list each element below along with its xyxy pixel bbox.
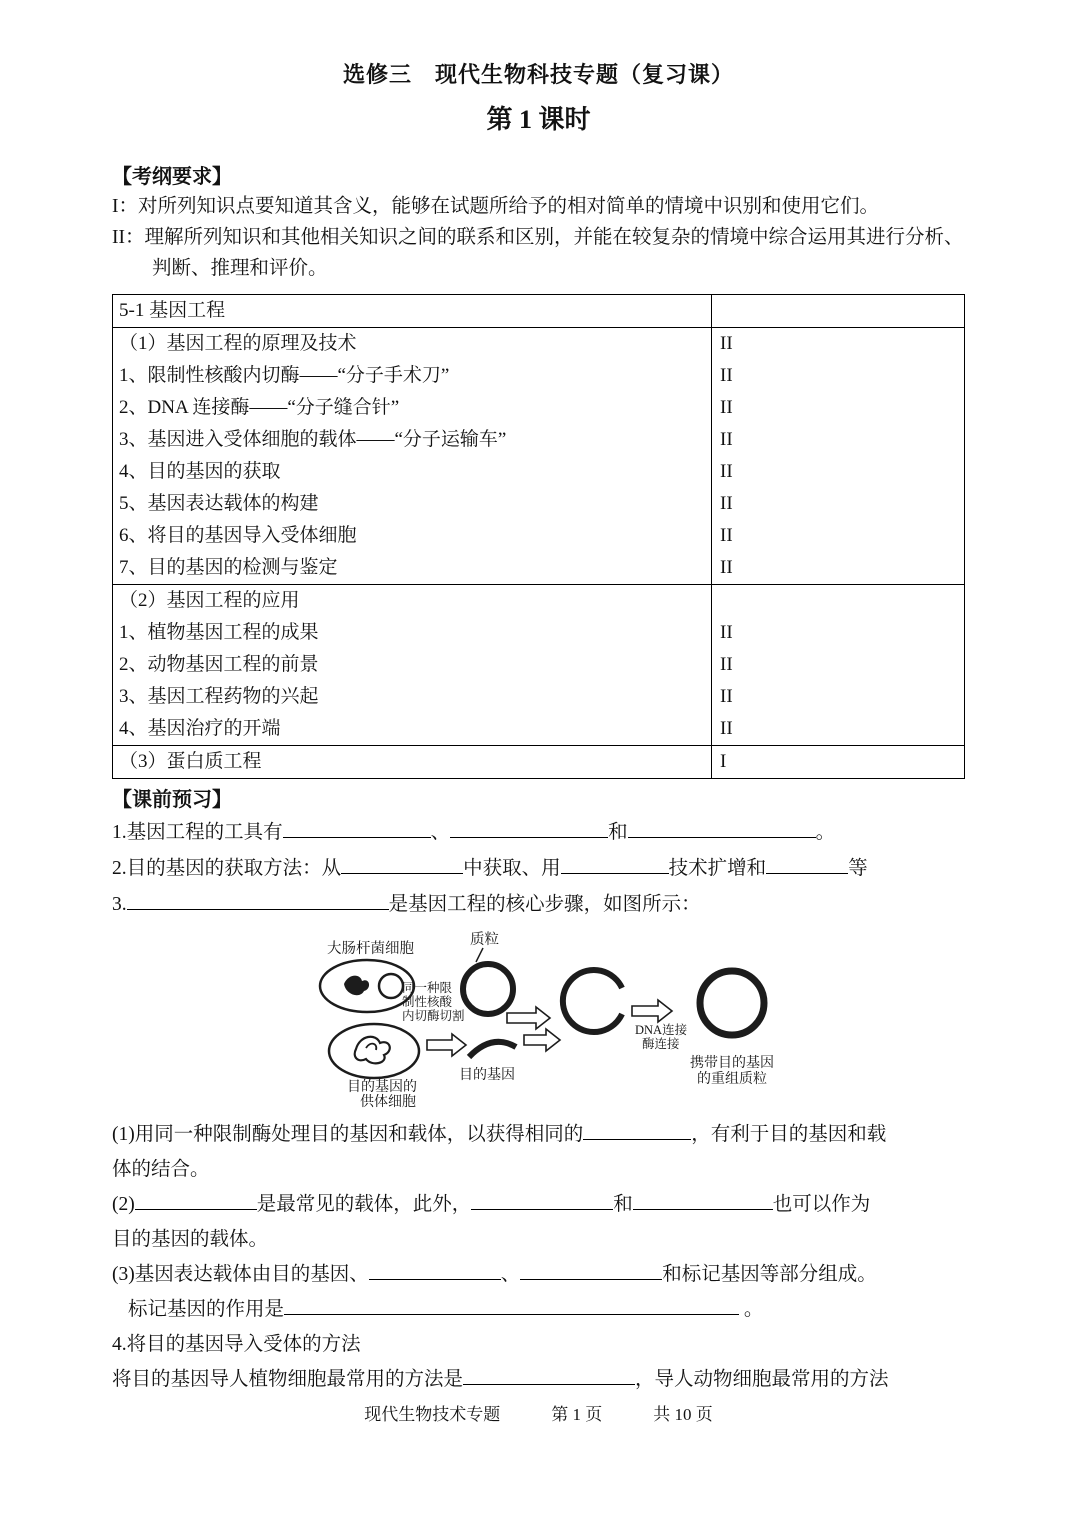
- preview-questions-top: [112, 815, 965, 923]
- preview-heading: 【课前预习】: [112, 789, 232, 811]
- text-run: 标记基因的作用是: [128, 1299, 285, 1320]
- fill-in-blank: [369, 1262, 501, 1280]
- text-run: 技术扩增和: [668, 858, 767, 879]
- enzyme-label-line1: 同一种限: [402, 981, 453, 995]
- row-label: （3）蛋白质工程: [119, 751, 262, 772]
- fill-in-line: [112, 1257, 965, 1292]
- arrow-ligase-icon: [632, 1000, 672, 1022]
- syllabus-item: I：对所列知识点要知道其含义，能够在试题所给予的相对简单的情境中识别和使用它们。: [112, 196, 879, 217]
- fill-in-line: [112, 1117, 965, 1152]
- fill-in-blank: [341, 856, 463, 874]
- text-run: 和: [608, 822, 628, 843]
- text-run: 将目的基因导人植物细胞最常用的方法是: [112, 1369, 464, 1390]
- exam-requirements-table: [112, 294, 965, 779]
- fill-in-blank: [127, 892, 389, 910]
- row-label: 1、限制性核酸内切酶——“分子手术刀”: [119, 365, 450, 386]
- fill-in-blank: [766, 856, 848, 874]
- donor-chromosome-shape: [355, 1037, 390, 1064]
- page-subtitle: 第 1 课时: [486, 105, 591, 134]
- table-row: [113, 295, 964, 327]
- text-run: 和: [613, 1194, 633, 1215]
- row-level: II: [711, 713, 964, 745]
- recombinant-label-line1: 携带目的基因: [690, 1056, 774, 1071]
- text-run: ，导人动物细胞最常用的方法: [635, 1369, 889, 1390]
- ligase-label-line2: 酶连接: [642, 1037, 680, 1051]
- donor-cell-shape: [329, 1024, 419, 1078]
- fill-in-line: [112, 851, 965, 887]
- text-run: 2.目的基因的获取方法：从: [112, 858, 342, 879]
- syllabus-items: [112, 191, 965, 284]
- syllabus-heading: 【考纲要求】: [112, 166, 232, 188]
- row-label: 5、基因表达载体的构建: [119, 493, 319, 514]
- row-level: I: [711, 746, 964, 778]
- text-run: 目的基因的载体。: [112, 1229, 269, 1250]
- fill-in-line: [112, 1292, 965, 1327]
- row-level: II: [711, 520, 964, 552]
- fill-in-blank: [283, 820, 431, 838]
- row-level: II: [711, 649, 964, 681]
- text-run: 4.将目的基因导入受体的方法: [112, 1334, 361, 1355]
- recombinant-plasmid-ring: [700, 971, 764, 1035]
- fill-in-blank: [471, 1192, 613, 1210]
- row-label: 7、目的基因的检测与鉴定: [119, 557, 338, 578]
- table-row: [113, 681, 964, 713]
- row-level: [711, 585, 964, 617]
- preview-questions-bottom: [112, 1117, 965, 1397]
- row-level: II: [711, 681, 964, 713]
- donor-label-line2: 供体细胞: [360, 1095, 416, 1110]
- fill-in-line: [112, 1187, 965, 1222]
- row-level: [711, 295, 964, 327]
- table-row: [113, 392, 964, 424]
- fill-in-blank: [520, 1262, 662, 1280]
- row-level: II: [711, 360, 964, 392]
- recombinant-label-line2: 的重组质粒: [697, 1072, 767, 1087]
- ligase-label-line1: DNA连接: [635, 1023, 688, 1037]
- diagram-canvas: [302, 929, 822, 1117]
- fill-in-blank: [633, 1192, 773, 1210]
- fill-in-blank: [583, 1122, 691, 1140]
- text-run: 1.基因工程的工具有: [112, 822, 283, 843]
- syllabus-item: II：理解所列知识和其他相关知识之间的联系和区别，并能在较复杂的情境中综合运用其进行分析、判断、推理和评价。: [112, 227, 964, 279]
- table-section: [113, 295, 964, 327]
- text-run: 体的结合。: [112, 1159, 210, 1180]
- text-run: 等: [848, 858, 868, 879]
- table-section: [113, 745, 964, 778]
- row-label: （1）基因工程的原理及技术: [119, 333, 357, 354]
- ecoli-cell-label: 大肠杆菌细胞: [327, 941, 414, 957]
- text-run: 、: [430, 822, 451, 843]
- fill-in-line: [112, 887, 965, 923]
- fill-in-blank: [450, 820, 608, 838]
- arrow-combine-icon: [524, 1029, 560, 1051]
- gene-engineering-diagram: [302, 929, 822, 1117]
- table-row: [113, 649, 964, 681]
- fill-in-blank: [463, 1367, 635, 1385]
- donor-label-line1: 目的基因的: [347, 1080, 417, 1095]
- text-run: 和标记基因等部分组成。: [662, 1264, 877, 1285]
- table-row: [113, 552, 964, 584]
- row-label: 1、植物基因工程的成果: [119, 622, 319, 643]
- text-run: 也可以作为: [772, 1194, 871, 1215]
- text-run: 。: [739, 1299, 764, 1320]
- row-label: 4、目的基因的获取: [119, 461, 281, 482]
- row-level: II: [711, 617, 964, 649]
- table-row: [113, 360, 964, 392]
- table-row: [113, 617, 964, 649]
- table-row: [113, 328, 964, 360]
- text-run: (1)用同一种限制酶处理目的基因和载体，以获得相同的: [112, 1124, 584, 1145]
- row-level: II: [711, 424, 964, 456]
- plasmid-ring: [463, 964, 513, 1014]
- cut-plasmid-shape: [563, 970, 622, 1032]
- row-level: II: [711, 328, 964, 360]
- fill-in-line: [112, 1327, 965, 1362]
- fill-in-blank: [561, 856, 669, 874]
- row-label: 3、基因工程药物的兴起: [119, 686, 319, 707]
- row-level: II: [711, 488, 964, 520]
- table-row: [113, 585, 964, 617]
- text-run: (2): [112, 1194, 135, 1215]
- row-label: 5-1 基因工程: [119, 300, 226, 321]
- table-row: [113, 488, 964, 520]
- table-row: [113, 424, 964, 456]
- page-title: 选修三 现代生物科技专题（复习课）: [342, 62, 734, 87]
- row-level: II: [711, 552, 964, 584]
- plasmid-label: 质粒: [470, 932, 499, 948]
- row-level: II: [711, 456, 964, 488]
- row-level: II: [711, 392, 964, 424]
- target-gene-label: 目的基因: [459, 1068, 515, 1083]
- fill-in-line: [112, 1362, 965, 1397]
- row-label: （2）基因工程的应用: [119, 590, 300, 611]
- plasmid-leader-line: [476, 948, 483, 962]
- enzyme-label-line2: 制性核酸: [402, 995, 453, 1009]
- text-run: 是基因工程的核心步骤，如图所示：: [388, 894, 701, 915]
- row-label: 4、基因治疗的开端: [119, 718, 281, 739]
- text-run: (3)基因表达载体由目的基因、: [112, 1264, 369, 1285]
- arrow-donor-icon: [427, 1034, 466, 1056]
- table-row: [113, 746, 964, 778]
- fill-in-blank: [628, 820, 816, 838]
- fill-in-blank: [284, 1297, 739, 1315]
- row-label: 2、动物基因工程的前景: [119, 654, 319, 675]
- nucleoid-shape: [344, 976, 369, 996]
- page-footer: 现代生物技术专题 第 1 页 共 10 页: [364, 1405, 713, 1424]
- inner-plasmid-shape: [379, 974, 403, 998]
- table-row: [113, 456, 964, 488]
- text-run: 是最常见的载体，此外，: [256, 1194, 472, 1215]
- table-section: [113, 584, 964, 745]
- fill-in-line: [112, 1152, 965, 1187]
- table-row: [113, 520, 964, 552]
- arrow-cut-icon: [507, 1007, 550, 1029]
- text-run: 中获取、用: [463, 858, 561, 879]
- text-run: ，有利于目的基因和载: [691, 1124, 887, 1145]
- table-row: [113, 713, 964, 745]
- enzyme-label-line3: 内切酶切割: [402, 1009, 465, 1023]
- text-run: 。: [815, 822, 836, 843]
- row-label: 6、将目的基因导入受体细胞: [119, 525, 357, 546]
- table-section: [113, 327, 964, 584]
- fill-in-line: [112, 1222, 965, 1257]
- fill-in-line: [112, 815, 965, 851]
- donor-chromosome-curl: [366, 1044, 376, 1050]
- row-label: 3、基因进入受体细胞的载体——“分子运输车”: [119, 429, 507, 450]
- text-run: 、: [500, 1264, 521, 1285]
- target-gene-shape: [469, 1042, 516, 1057]
- fill-in-blank: [135, 1192, 257, 1210]
- row-label: 2、DNA 连接酶——“分子缝合针”: [119, 397, 400, 418]
- text-run: 3.: [112, 894, 127, 915]
